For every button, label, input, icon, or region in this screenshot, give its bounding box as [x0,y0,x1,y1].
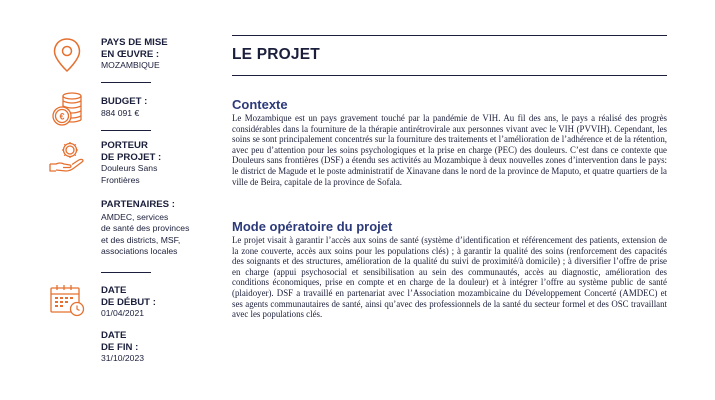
budget-block [101,96,213,119]
map-pin-icon [52,37,82,73]
sponsor-value [101,163,213,186]
sponsor-label-line2: DE PROJET : [101,151,162,163]
end-date-label-line1: DATE [101,330,127,341]
svg-text:€: € [59,111,65,122]
partners-value [101,212,213,258]
section-heading-context: Contexte [232,97,288,112]
end-date-label [101,330,213,353]
country-label-line1: PAYS DE MISE [101,37,168,48]
top-rule [232,35,667,36]
start-date-label-line1: DATE [101,285,127,296]
project-info-sidebar [0,0,215,400]
end-date-label-line2: DE FIN : [101,341,139,353]
sponsor-value-line2: Frontières [101,174,140,185]
budget-label: BUDGET : [101,96,148,107]
country-label [101,37,213,60]
partners-block [101,199,213,258]
separator [101,130,151,131]
separator [101,82,151,83]
partners-line: associations locales [101,246,178,256]
calendar-icon [49,283,87,317]
separator [101,272,151,273]
partners-line: de santé des provinces [101,223,190,233]
end-date-value: 31/10/2023 [101,353,145,363]
section-heading-operating-mode: Mode opératoire du projet [232,219,393,234]
budget-value: 884 091 € [101,107,140,118]
title-rule [232,75,667,76]
coins-icon [50,90,86,128]
country-block [101,37,213,72]
partners-line: et des districts, MSF, [101,234,181,245]
start-date-label-line2: DE DÉBUT : [101,296,156,308]
sponsor-block [101,140,213,186]
country-value: MOZAMBIQUE [101,60,160,70]
start-date-block [101,285,213,320]
country-label-line2: EN ŒUVRE : [101,48,160,60]
sponsor-label-line1: PORTEUR [101,140,148,151]
section-text-operating-mode: Le projet visait à garantir l’accès aux soins de santé (système d’identification et référencement des patients, extension de la zone couverte, accès aux soins pour les populations clés) ; à garantir la qualité des soins (renforcement des capacités des soignants et des structures, amélioration de la qualité du suivi de proximité/à domicile) ; à diversifier l’offre de prise en charge (appui psychosocial et sensibilisation au sein des communautés, accès au diagnostic, amélioration des conditions économiques, prise en compte et en charge de la douleur) et à intégrer l’offre au système public de santé (plaidoyer). DSF a travaillé en partenariat avec l’Association mozambicaine du Développement Concerté (AMDEC) et ses agents communautaires de santé, ainsi qu’avec des professionnels de la santé du secteur formel et des OSC travaillant avec les populations clés. [232,235,667,320]
hand-gear-icon [48,140,86,174]
partners-label: PARTENAIRES : [101,199,175,210]
sponsor-value-line1: Douleurs Sans [101,163,158,173]
sponsor-label [101,140,213,163]
start-date-value: 01/04/2021 [101,308,145,318]
end-date-block [101,330,213,365]
section-text-context: Le Mozambique est un pays gravement touché par la pandémie de VIH. Au fil des ans, le pays a réalisé des progrès considérables dans la fourniture de la thérapie antirétrovirale aux personnes vivant avec le VIH (PVVIH). Cependant, les soins se sont principalement concentrés sur la fourniture des traitements et l’amélioration de l’adhérence et de la rétention, avec peu d’attention pour les soins psychologiques et la prise en charge (PEC) des douleurs. C’est dans ce contexte que Douleurs sans frontières (DSF) a étendu ses activités au Mozambique à deux nouvelles zones d’intervention dans le pays: le district de Magude et le poste administratif de Xinavane dans le nord de la province de Maputo, et quatre quartiers de la ville de Beira, capitale de la province de Sofala. [232,113,667,187]
page-title: LE PROJET [232,46,320,63]
start-date-label [101,285,213,308]
partners-line: AMDEC, services [101,211,169,222]
